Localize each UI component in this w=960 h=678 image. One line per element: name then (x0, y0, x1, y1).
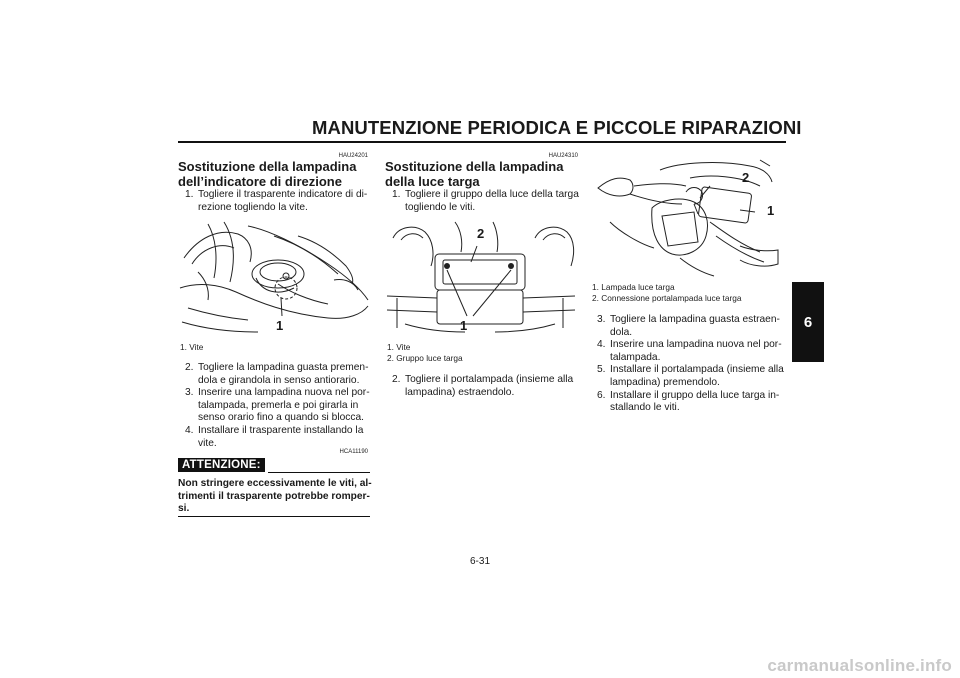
page-header-title: MANUTENZIONE PERIODICA E PICCOLE RIPARAZIONI (312, 117, 802, 138)
warning-label: ATTENZIONE: (178, 458, 265, 472)
callout-1: 1 (767, 203, 775, 218)
figure-caption: 1. Vite (180, 342, 204, 352)
steps-list (385, 189, 583, 214)
steps-list (385, 374, 583, 399)
list-item: 5. Installare il portalampada (insieme alla lampadina) premendolo. (597, 364, 784, 388)
turn-signal-illustration (178, 218, 370, 340)
list-item: 1. Togliere il gruppo della luce della targa togliendo le viti. (392, 189, 579, 213)
figure-caption: 1. Vite 2. Gruppo luce targa (387, 342, 463, 363)
callout-2: 2 (477, 226, 485, 241)
steps-list (178, 362, 373, 450)
warning-code: HCA11190 (339, 449, 368, 455)
list-item: 2. Togliere il portalampada (insieme alla lampadina) estraendolo. (392, 374, 574, 398)
callout-1: 1 (460, 318, 468, 333)
list-item: 6. Installare il gruppo della luce targa in- stallando le viti. (597, 389, 780, 414)
steps-list (178, 189, 373, 214)
list-item: 4. Installare il trasparente installando la vite. (185, 424, 364, 449)
section-title: Sostituzione della lampadina della luce targa (385, 159, 564, 189)
warning-text: Non stringere eccessivamente le viti, al- trimenti il trasparente potrebbe romper- si. (178, 478, 372, 515)
chapter-tab: 6 (792, 282, 824, 362)
page-number: 6-31 (469, 556, 490, 567)
warning-rule-bottom (178, 516, 370, 517)
watermark: carmanualsonline.info (767, 656, 952, 675)
list-item: 1. Togliere il trasparente indicatore di di- rezione togliendo la vite. (185, 189, 368, 213)
header-rule (178, 141, 786, 143)
bulb-socket-illustration (590, 152, 782, 280)
list-item: 3. Inserire una lampadina nuova nel por- talampada, premerla e poi girarla in senso orario fino a quando si blocca. (185, 387, 370, 424)
callout-2: 2 (742, 170, 750, 185)
list-item: 3. Togliere la lampadina guasta estraen- dola. (597, 314, 780, 338)
section-title: Sostituzione della lampadina dell’indicatore di direzione (178, 159, 357, 189)
warning-rule-top (268, 472, 370, 473)
section-code: HAU24201 (338, 153, 368, 159)
list-item: 4. Inserire una lampadina nuova nel por- talampada. (597, 339, 782, 363)
callout-1: 1 (276, 318, 284, 333)
figure-caption: 1. Lampada luce targa 2. Connessione portalampada luce targa (592, 282, 742, 303)
list-item: 2. Togliere la lampadina guasta premen- dola e girandola in senso antiorario. (185, 362, 369, 386)
steps-list (590, 314, 788, 415)
section-code: HAU24310 (548, 153, 578, 159)
